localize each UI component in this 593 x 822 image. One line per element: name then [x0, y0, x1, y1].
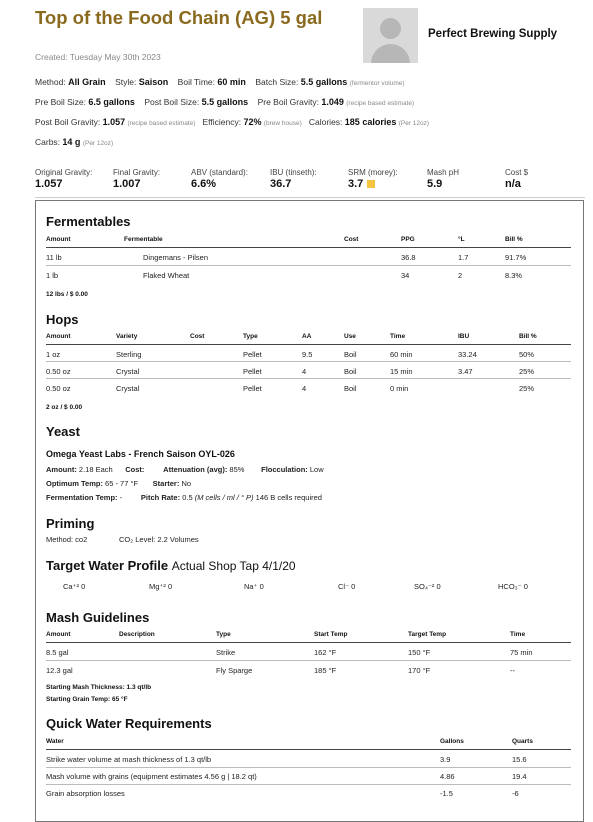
carbs-value: 14 g	[62, 137, 81, 147]
mash-row-1-type: Strike	[216, 648, 236, 657]
yeast-opt-temp: 65 - 77 °F	[105, 479, 139, 488]
yeast-ferm-temp: -	[119, 493, 123, 502]
ferm-total: 12 lbs / $ 0.00	[46, 291, 88, 298]
hops-row-1-ibu: 33.24	[458, 350, 477, 359]
ferm-col-lovibond: °L	[458, 236, 465, 243]
ferm-row-1-name: Dingemans - Pilsen	[143, 253, 209, 262]
hops-row-2-time: 15 min	[390, 367, 413, 376]
hops-col-variety: Variety	[116, 333, 138, 340]
avatar-placeholder	[363, 8, 418, 63]
ferm-row-2-amount: 1 lb	[46, 271, 59, 280]
mash-row-2-type: Fly Sparge	[216, 666, 253, 675]
meta-row-1: Method: All Grain Style: Saison Boil Time: 60 min Batch Size: 5.5 gallons (fermentor volume)	[35, 77, 405, 87]
ferm-row-2-lovibond: 2	[458, 271, 463, 280]
priming-method: Method: co2	[46, 535, 88, 544]
pre-boil-size-value: 6.5 gallons	[88, 97, 135, 107]
qw-row-line-2	[46, 784, 571, 785]
water-ion-cl: Cl⁻ 0	[338, 582, 356, 591]
priming-heading: Priming	[46, 516, 95, 531]
mash-row-line	[46, 660, 571, 661]
hops-total: 2 oz / $ 0.00	[46, 404, 83, 411]
hops-header-line	[46, 344, 571, 345]
created-date: Created: Tuesday May 30th 2023	[35, 52, 161, 62]
mash-col-amount: Amount	[46, 631, 71, 638]
hops-row-2-aa: 4	[302, 367, 307, 376]
ferm-row-1-bill: 91.7%	[505, 253, 527, 262]
qw-row-2-label: Mash volume with grains (equipment estimates 4.56 g | 18.2 qt)	[46, 772, 257, 781]
hops-col-aa: AA	[302, 333, 312, 340]
priming-co2-level: CO₂ Level: 2.2 Volumes	[119, 535, 199, 544]
mash-col-description: Description	[119, 631, 155, 638]
qw-row-1-label: Strike water volume at mash thickness of 1.3 qt/lb	[46, 755, 212, 764]
stat-abv: ABV (standard): 6.6%	[191, 168, 248, 190]
style-value: Saison	[138, 77, 169, 87]
ferm-col-cost: Cost	[344, 236, 359, 243]
hops-row-3-bill: 25%	[519, 384, 535, 393]
srm-color-swatch	[367, 180, 375, 188]
hops-row-1-variety: Sterling	[116, 350, 142, 359]
yeast-row-3: Fermentation Temp: - Pitch Rate: 0.5 (M cells / ml / ° P) 146 B cells required	[46, 493, 322, 502]
hops-row-2-variety: Crystal	[116, 367, 140, 376]
yeast-cells-required: 146 B cells required	[255, 493, 322, 502]
ferm-row-2-name: Flaked Wheat	[143, 271, 190, 280]
stat-fg: Final Gravity: 1.007	[113, 168, 161, 190]
qw-col-gallons: Gallons	[440, 738, 464, 745]
yeast-row-1: Amount: 2.18 Each Cost: Attenuation (avg): 85% Flocculation: Low	[46, 465, 324, 474]
hops-heading: Hops	[46, 312, 79, 327]
mash-thickness: Starting Mash Thickness: 1.3 qt/lb	[46, 684, 152, 691]
hops-row-line-2	[46, 378, 571, 379]
hops-row-2-bill: 25%	[519, 367, 535, 376]
qw-row-1-gallons: 3.9	[440, 755, 451, 764]
hops-row-line-1	[46, 361, 571, 362]
hops-row-3-time: 0 min	[390, 384, 409, 393]
water-profile-heading: Target Water Profile Actual Shop Tap 4/1/20	[46, 558, 296, 573]
stat-ph: Mash pH 5.9	[427, 168, 460, 190]
meta-row-2: Pre Boil Size: 6.5 gallons Post Boil Size: 5.5 gallons Pre Boil Gravity: 1.049 (recipe based estimate)	[35, 97, 415, 107]
mash-col-start-temp: Start Temp	[314, 631, 348, 638]
qw-header-line	[46, 749, 571, 750]
water-ion-hco3: HCO₃⁻ 0	[498, 582, 528, 591]
ferm-row-1-amount: 11 lb	[46, 253, 62, 262]
hops-row-3-amount: 0.50 oz	[46, 384, 71, 393]
brand-name: Perfect Brewing Supply	[428, 28, 558, 40]
mash-row-2-time: --	[510, 666, 515, 675]
mash-row-2-start-temp: 185 °F	[314, 666, 337, 675]
mash-row-1-target-temp: 150 °F	[408, 648, 431, 657]
mash-col-time: Time	[510, 631, 526, 638]
mash-heading: Mash Guidelines	[46, 610, 150, 625]
ferm-col-fermentable: Fermentable	[124, 236, 163, 243]
water-ion-so4: SO₄⁻² 0	[414, 582, 441, 591]
hops-row-1-type: Pellet	[243, 350, 262, 359]
hops-row-3-variety: Crystal	[116, 384, 140, 393]
ferm-col-amount: Amount	[46, 236, 71, 243]
meta-row-3: Post Boil Gravity: 1.057 (recipe based estimate) Efficiency: 72% (brew house) Calories: 185 calories (Per 12oz)	[35, 117, 430, 127]
ferm-row-line	[46, 265, 571, 266]
yeast-flocculation: Low	[309, 465, 324, 474]
qw-col-water: Water	[46, 738, 64, 745]
mash-row-1-time: 75 min	[510, 648, 533, 657]
water-ion-mg: Mg⁺² 0	[149, 582, 173, 591]
pre-boil-gravity-value: 1.049	[321, 97, 344, 107]
qw-row-line-1	[46, 767, 571, 768]
method-value: All Grain	[68, 77, 106, 87]
yeast-pitch-rate: 0.5	[182, 493, 193, 502]
mash-row-1-start-temp: 162 °F	[314, 648, 337, 657]
meta-row-4: Carbs: 14 g (Per 12oz)	[35, 137, 114, 147]
hops-col-time: Time	[390, 333, 406, 340]
quick-water-heading: Quick Water Requirements	[46, 716, 212, 731]
ferm-col-bill: Bill %	[505, 236, 523, 243]
yeast-name: Omega Yeast Labs - French Saison OYL-026	[46, 449, 235, 459]
hops-row-2-ibu: 3.47	[458, 367, 473, 376]
yeast-heading: Yeast	[46, 424, 80, 439]
stat-ibu: IBU (tinseth): 36.7	[270, 168, 317, 190]
hops-row-2-use: Boil	[344, 367, 357, 376]
mash-col-type: Type	[216, 631, 231, 638]
stats-divider	[35, 197, 585, 198]
ferm-row-2-ppg: 34	[401, 271, 410, 280]
hops-row-1-aa: 9.5	[302, 350, 313, 359]
hops-col-amount: Amount	[46, 333, 71, 340]
hops-col-ibu: IBU	[458, 333, 470, 340]
avatar-head-icon	[380, 18, 401, 39]
boil-time-value: 60 min	[217, 77, 246, 87]
mash-col-target-temp: Target Temp	[408, 631, 447, 638]
post-boil-gravity-value: 1.057	[102, 117, 126, 127]
mash-row-2-amount: 12.3 gal	[46, 666, 73, 675]
ferm-row-1-ppg: 36.8	[401, 253, 416, 262]
yeast-attenuation: 85%	[229, 465, 245, 474]
qw-row-3-gallons: -1.5	[440, 789, 453, 798]
post-boil-size-value: 5.5 gallons	[201, 97, 249, 107]
hops-row-1-time: 60 min	[390, 350, 413, 359]
stat-cost: Cost $ n/a	[505, 168, 529, 190]
hops-row-2-type: Pellet	[243, 367, 262, 376]
water-ion-na: Na⁺ 0	[244, 582, 264, 591]
hops-col-type: Type	[243, 333, 258, 340]
stat-srm: SRM (morey): 3.7	[348, 168, 398, 190]
hops-col-bill: Bill %	[519, 333, 537, 340]
hops-col-cost: Cost	[190, 333, 205, 340]
avatar-body-icon	[371, 44, 410, 63]
hops-col-use: Use	[344, 333, 356, 340]
water-ion-ca: Ca⁺² 0	[63, 582, 86, 591]
ferm-row-1-lovibond: 1.7	[458, 253, 469, 262]
ferm-row-2-bill: 8.3%	[505, 271, 523, 280]
recipe-title: Top of the Food Chain (AG) 5 gal	[35, 7, 323, 28]
ferm-col-ppg: PPG	[401, 236, 415, 243]
yeast-row-2: Optimum Temp: 65 - 77 °F Starter: No	[46, 479, 192, 488]
hops-row-3-type: Pellet	[243, 384, 262, 393]
hops-row-3-aa: 4	[302, 384, 307, 393]
stat-og: Original Gravity: 1.057	[35, 168, 93, 190]
hops-row-3-use: Boil	[344, 384, 357, 393]
mash-header-line	[46, 642, 571, 643]
efficiency-value: 72%	[243, 117, 262, 127]
qw-row-2-quarts: 19.4	[512, 772, 527, 781]
mash-grain-temp: Starting Grain Temp: 65 °F	[46, 696, 128, 703]
qw-row-3-quarts: -6	[512, 789, 519, 798]
calories-value: 185 calories	[344, 117, 397, 127]
qw-row-2-gallons: 4.86	[440, 772, 455, 781]
yeast-amount: 2.18 Each	[78, 465, 113, 474]
water-profile-name: Actual Shop Tap 4/1/20	[171, 559, 296, 573]
qw-row-3-label: Grain absorption losses	[46, 789, 125, 798]
hops-row-1-use: Boil	[344, 350, 357, 359]
fermentables-heading: Fermentables	[46, 214, 131, 229]
yeast-starter: No	[181, 479, 192, 488]
hops-row-1-bill: 50%	[519, 350, 535, 359]
hops-row-2-amount: 0.50 oz	[46, 367, 71, 376]
mash-row-1-amount: 8.5 gal	[46, 648, 69, 657]
qw-row-1-quarts: 15.6	[512, 755, 527, 764]
ferm-header-line	[46, 247, 571, 248]
batch-size-value: 5.5 gallons	[300, 77, 348, 87]
mash-row-2-target-temp: 170 °F	[408, 666, 431, 675]
hops-row-1-amount: 1 oz	[46, 350, 61, 359]
qw-col-quarts: Quarts	[512, 738, 533, 745]
